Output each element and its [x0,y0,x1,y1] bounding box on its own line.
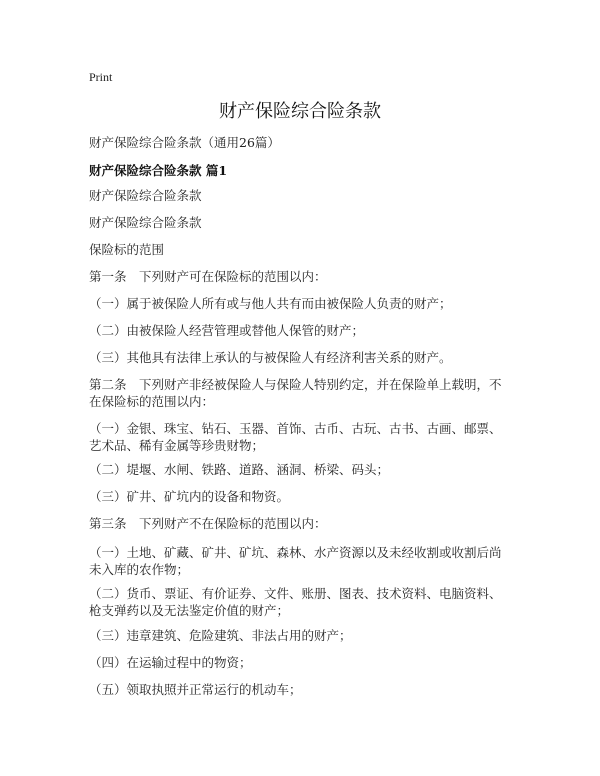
paragraph: （一）土地、矿藏、矿井、矿坑、森林、水产资源以及未经收割或收割后尚未入库的农作物； [89,545,502,577]
paragraph: （一）属于被保险人所有或与他人共有而由被保险人负责的财产； [89,296,452,311]
paragraph: 财产保险综合险条款 [89,188,202,203]
paragraph: （四）在运输过程中的物资； [89,655,252,670]
paragraph: （三）矿井、矿坑内的设备和物资。 [89,489,290,504]
section-heading: 财产保险综合险条款 篇1 [89,163,228,178]
paragraph: 保险标的范围 [89,242,165,257]
print-link[interactable]: Print [89,70,113,84]
paragraph: （三）违章建筑、危险建筑、非法占用的财产； [89,628,352,643]
document-title: 财产保险综合险条款 [219,101,381,122]
paragraph: （三）其他具有法律上承认的与被保险人有经济利害关系的财产。 [89,350,452,365]
paragraph: 第三条 下列财产不在保险标的范围以内： [89,516,327,531]
document-subtitle: 财产保险综合险条款（通用26篇） [89,135,280,150]
paragraph: （五）领取执照并正常运行的机动车； [89,682,302,697]
paragraph: （一）金银、珠宝、钻石、玉器、首饰、古币、古玩、古书、古画、邮票、艺术品、稀有金属等珍贵财物； [89,421,502,453]
paragraph: （二）由被保险人经营管理或替他人保管的财产； [89,323,365,338]
paragraph: （二）堤堰、水闸、铁路、道路、涵洞、桥梁、码头； [89,462,390,477]
paragraph: （二）货币、票证、有价证券、文件、账册、图表、技术资料、电脑资料、枪支弹药以及无法鉴定价值的财产； [89,586,502,618]
paragraph: 第一条 下列财产可在保险标的范围以内： [89,269,327,284]
paragraph: 财产保险综合险条款 [89,215,202,230]
paragraph: 第二条 下列财产非经被保险人与保险人特别约定，并在保险单上载明，不在保险标的范围以内： [89,377,502,409]
